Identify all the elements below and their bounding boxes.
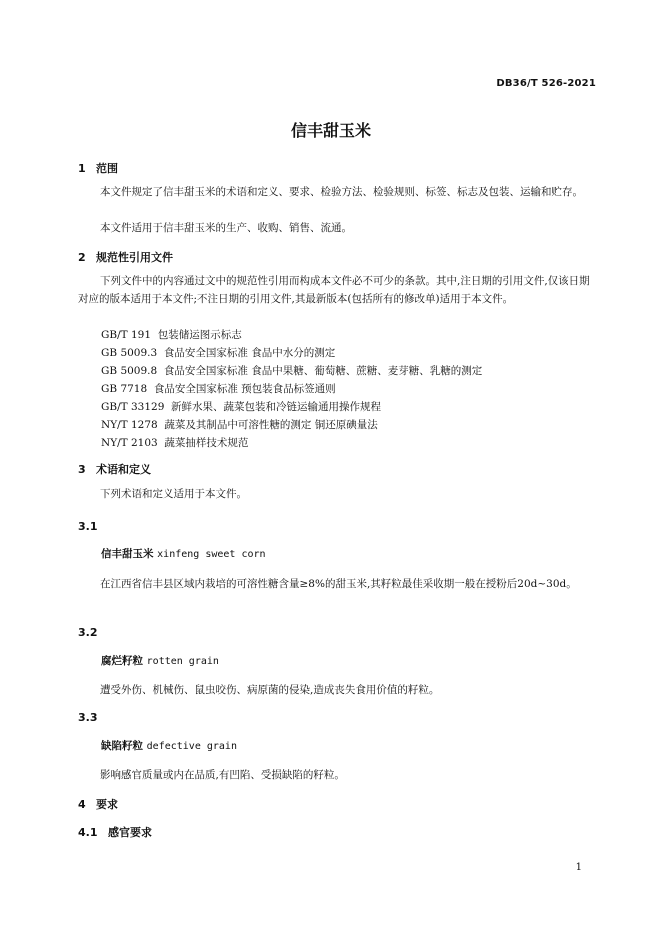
reference-item: NY/T 2103 蔬菜抽样技术规范 — [101, 437, 249, 449]
section-heading-4 — [78, 796, 118, 812]
term-name — [101, 738, 237, 753]
section-number: 4 — [78, 798, 86, 811]
term-number: 3.2 — [78, 626, 98, 639]
page-number: 1 — [575, 862, 582, 873]
subsection-heading-4-1 — [78, 824, 152, 840]
section-heading-3 — [78, 461, 151, 477]
section-number: 3 — [78, 463, 86, 476]
reference-item: GB 7718 食品安全国家标准 预包装食品标签通则 — [101, 383, 336, 395]
section-number: 2 — [78, 251, 86, 264]
term-number: 3.1 — [78, 520, 98, 533]
reference-item: NY/T 1278 蔬菜及其制品中可溶性糖的测定 铜还原碘量法 — [101, 419, 378, 431]
paragraph: 下列文件中的内容通过文中的规范性引用而构成本文件必不可少的条款。其中,注日期的引用文件,仅该日期对应的版本适用于本文件;不注日期的引用文件,其最新版本(包括所有的修改单)适用于本文件。 — [78, 275, 590, 305]
section-number: 1 — [78, 162, 86, 175]
term-cn: 缺陷籽粒 — [101, 740, 143, 752]
reference-item: GB 5009.3 食品安全国家标准 食品中水分的测定 — [101, 347, 336, 359]
section-heading-1 — [78, 160, 118, 176]
term-definition: 在江西省信丰县区域内栽培的可溶性糖含量≥8%的甜玉米,其籽粒最佳采收期一般在授粉后20d~30d。 — [100, 578, 577, 590]
section-title: 术语和定义 — [96, 463, 151, 476]
term-definition: 影响感官质量或内在品质,有凹陷、受损缺陷的籽粒。 — [100, 769, 345, 781]
subsection-number: 4.1 — [78, 826, 98, 839]
paragraph: 本文件规定了信丰甜玉米的术语和定义、要求、检验方法、检验规则、标签、标志及包装、运输和贮存。 — [100, 186, 583, 198]
term-cn: 信丰甜玉米 — [101, 548, 154, 560]
term-number: 3.3 — [78, 711, 98, 724]
section-title: 规范性引用文件 — [96, 251, 173, 264]
subsection-title: 感官要求 — [108, 826, 152, 839]
reference-item: GB 5009.8 食品安全国家标准 食品中果糖、葡萄糖、蔗糖、麦芽糖、乳糖的测定 — [101, 365, 483, 377]
term-name — [101, 653, 219, 668]
section-heading-2 — [78, 249, 173, 265]
term-name — [101, 546, 266, 561]
reference-item: GB/T 33129 新鲜水果、蔬菜包装和冷链运输通用操作规程 — [101, 401, 382, 413]
term-en: defective grain — [146, 741, 237, 752]
section-title: 范围 — [96, 162, 118, 175]
reference-item: GB/T 191 包装储运图示标志 — [101, 329, 242, 341]
page-title: 信丰甜玉米 — [290, 121, 371, 140]
paragraph: 下列术语和定义适用于本文件。 — [100, 488, 247, 500]
document-code: DB36/T 526-2021 — [496, 78, 596, 89]
paragraph: 本文件适用于信丰甜玉米的生产、收购、销售、流通。 — [100, 222, 352, 234]
term-en: xinfeng sweet corn — [157, 549, 266, 560]
term-cn: 腐烂籽粒 — [101, 655, 143, 667]
term-definition: 遭受外伤、机械伤、鼠虫咬伤、病原菌的侵染,造成丧失食用价值的籽粒。 — [100, 684, 440, 696]
section-title: 要求 — [96, 798, 118, 811]
term-en: rotten grain — [146, 656, 219, 667]
